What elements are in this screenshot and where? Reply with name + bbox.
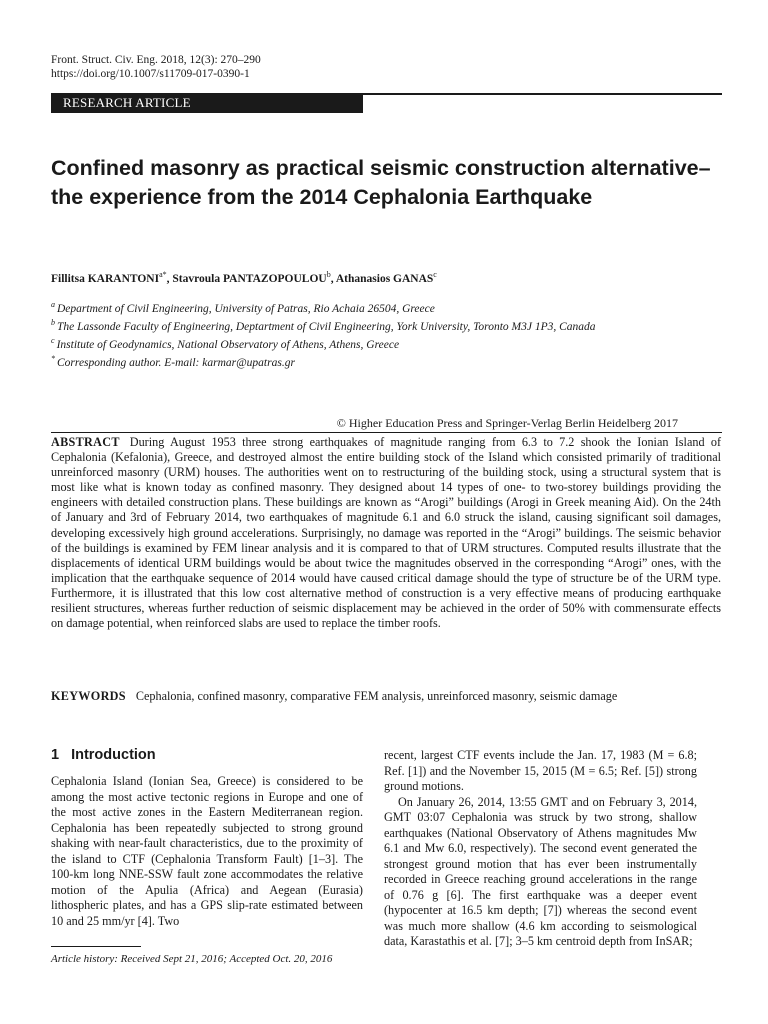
affiliation-mark: c [51,336,55,345]
copyright-notice: © Higher Education Press and Springer-Verlag Berlin Heidelberg 2017 [336,416,678,430]
keywords [51,689,721,704]
abstract-label: ABSTRACT [51,435,120,449]
abstract-text: During August 1953 three strong earthquakes of magnitude ranging from 6.3 to 7.2 shook the Ionian Island of Cephalonia (Kefalonia), Greece, and destroyed almost the entire building stock of the Island which consisted primarily of traditional unreinforced masonry (URM) houses. The authorities went on to restructuring of the building stock, using a structural system that is most like what is known today as confined masonry. They designed about 14 types of one- to two-storey buildings providing the engineers with detailed construction plans. These buildings are known as “Arogi” buildings (Arogi in Greek meaning Aid). On the 24th of January and 3rd of February 2014, two earthquakes of magnitude 6.1 and 6.0 struck the island, causing significant soil damages, developing excessively high ground accelerations. Surprisingly, no damage was reported in the “Arogi” buildings. The seismic behavior of the buildings is examined by FEM linear analysis and it is compared to that of URM structures. Computed results illustrate that the displacements of identical URM buildings would be about twice the magnitudes observed in the corresponding “Arogi” ones, with the implication that the earthquake sequence of 2014 would have caused critical damage should the type of structure be of the URM type. Furthermore, it is illustrated that this low cost alternative method of construction is a very effective means of producing earthquake resilient structures, whereas further reduction of seismic displacement may be achieved in the order of 50% with commensurate effects on damage potential, when reinforced slabs are used to replace the timber roofs. [51,435,721,631]
author-superscript: a* [159,270,167,279]
corresponding-email: Corresponding author. E-mail: karmar@upatras.gr [57,357,295,369]
author-name: Athanasios GANAS [335,273,434,285]
section-number: 1 [51,747,60,763]
doi-link[interactable]: https://doi.org/10.1007/s11709-017-0390-1 [51,68,250,80]
section-heading [51,745,363,765]
abstract-rule [51,432,722,433]
corresponding-author [51,354,711,372]
header-rule [363,93,722,95]
affiliation-item [51,300,711,318]
left-column [51,745,363,929]
journal-header [51,53,261,81]
affiliation-item [51,336,711,354]
affiliation-item [51,318,711,336]
journal-citation: Front. Struct. Civ. Eng. 2018, 12(3): 270–290 [51,54,261,66]
article-title: Confined masonry as practical seismic construction alternative–the experience from the 2014 Cephalonia Earthquake [51,156,711,209]
keywords-text: Cephalonia, confined masonry, comparative FEM analysis, unreinforced masonry, seismic damage [135,689,618,703]
footnote-rule [51,946,141,947]
keywords-label: KEYWORDS [51,689,126,703]
right-column [384,748,697,950]
affiliation-mark: a [51,300,55,309]
section-title: Introduction [71,747,156,763]
body-paragraph: On January 26, 2014, 13:55 GMT and on February 3, 2014, GMT 03:07 Cephalonia was struck by two strong, shallow earthquakes (National Observatory of Athens magnitudes Mw 6.1 and Mw 6.0, respectively). The second event generated the strongest ground motion that has ever been instrumentally recorded in Greece reaching ground accelerations in the range of 0.76 g [6]. The first earthquake was a deeper event (hypocenter at 16.5 km depth; [7]) whereas the second event was much more shallow (4.6 km according to seismological data, Karastathis et al. [7]; 3–5 km centroid depth from InSAR; [384,794,697,948]
abstract [51,435,721,631]
affiliation-text: The Lassonde Faculty of Engineering, Deptartment of Civil Engineering, York University, Toronto M3J 1P3, Canada [57,321,596,333]
author-list: Fillitsa $KARANTONI^{a*}$, Stavroula PANTAZOPOULOU$^b$, Athanasios GANAS$^c$ [51,270,437,285]
affiliation-mark: * [51,354,55,363]
affiliations [51,300,711,372]
body-paragraph: Cephalonia Island (Ionian Sea, Greece) is considered to be among the most active tectonic regions in Europe and one of the most active zones in the Eastern Mediterranean region. Cephalonia has been repeatedly subjected to strong ground shaking with near-fault characteristics, due to the proximity of the island to CTF (Cephalonia Transform Fault) [1–3]. The 100-km long NNE-SSW fault zone accommodates the relative motion of the Apulia (Africa) and Aegean (Eurasia) lithospheric plates, and has a GPS slip-rate estimated between 10 and 25 mm/yr [4]. Two [51,774,363,928]
author-superscript: c [433,270,437,279]
affiliation-text: Institute of Geodynamics, National Observatory of Athens, Athens, Greece [56,339,400,351]
affiliation-text: Department of Civil Engineering, University of Patras, Rio Achaia 26504, Greece [57,303,435,315]
article-type-band [51,93,722,113]
article-type-label: RESEARCH ARTICLE [51,93,363,113]
author-name: Stavroula PANTAZOPOULOU [172,273,327,285]
body-paragraph: recent, largest CTF events include the Jan. 17, 1983 (M = 6.8; Ref. [1]) and the November 15, 2015 (M = 6.5; Ref. [5]) strong ground motions. [384,748,697,793]
article-history: Article history: Received Sept 21, 2016; Accepted Oct. 20, 2016 [51,953,333,965]
author-superscript: b [326,270,331,279]
author-name: Fillitsa KARANTONI [51,273,160,285]
affiliation-mark: b [51,318,55,327]
